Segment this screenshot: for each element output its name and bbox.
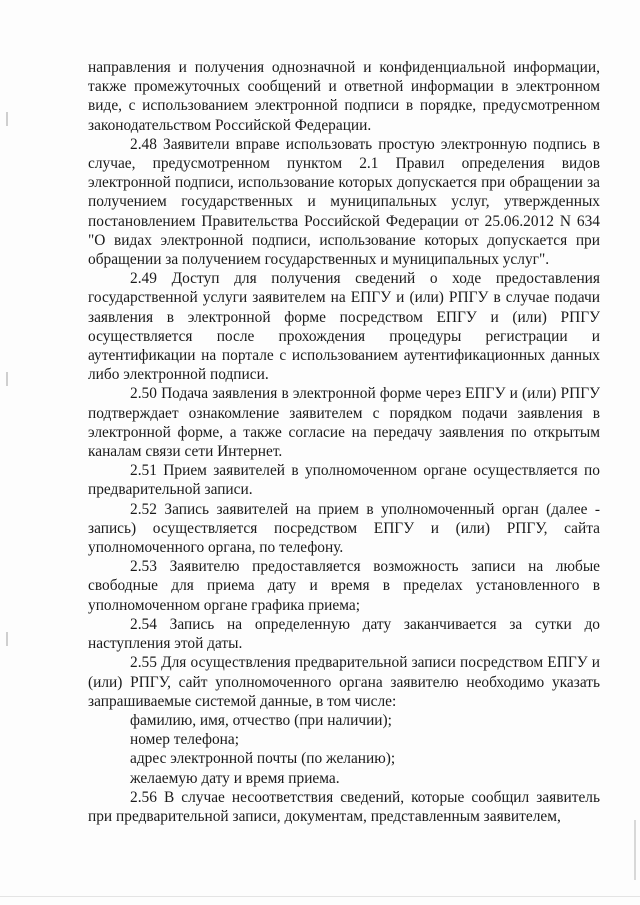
list-item: фамилию, имя, отчество (при наличии); bbox=[130, 711, 392, 729]
paragraph-2-50: 2.50 Подача заявления в электронной форме через ЕПГУ и (или) РПГУ подтверждает ознакомление заявителем с порядком подачи заявления в электронной форме, а также согласие на передачу заявления по открытым каналам связи сети Интернет. bbox=[88, 385, 600, 461]
page-edge-divider bbox=[0, 896, 640, 897]
list-item: номер телефона; bbox=[130, 731, 240, 749]
paragraph-2-54: 2.54 Запись на определенную дату заканчивается за сутки до наступления этой даты. bbox=[88, 615, 600, 653]
paragraph-2-56: 2.56 В случае несоответствия сведений, которые сообщил заявитель при предварительной записи, документам, представленным заявителем, bbox=[88, 788, 600, 825]
document-body bbox=[88, 58, 600, 826]
list-item: адрес электронной почты (по желанию); bbox=[130, 750, 396, 768]
paragraph-2-48: 2.48 Заявители вправе использовать простую электронную подпись в случае, предусмотренном пунктом 2.1 Правил определения видов электронной подписи, использование которых допускается при обращении за получением государственных и муниципальных услуг, утвержденных постановлением Правительства Российской Федерации от 25.06.2012 N 634 "О видах электронной подписи, использование которых допускается при обращении за получением государственных и муниципальных услуг". bbox=[88, 135, 600, 269]
paragraph-2-49: 2.49 Доступ для получения сведений о ходе предоставления государственной услуги заявителем на ЕПГУ и (или) РПГУ в случае подачи заявления в электронной форме посредством ЕПГУ и (или) РПГУ осуществляется после прохождения процедуры регистрации и аутентификации на портале с использованием аутентификационных данных либо электронной подписи. bbox=[88, 270, 600, 384]
paragraph-2-55: 2.55 Для осуществления предварительной записи посредством ЕПГУ и (или) РПГУ, сайт уполномоченного органа заявителю необходимо указать запрашиваемые системой данные, в том числе: bbox=[88, 654, 600, 710]
list-item: желаемую дату и время приема. bbox=[130, 769, 340, 787]
paragraph: направления и получения однозначной и конфиденциальной информации, также промежуточных сообщений и ответной информации в электронном виде, с использованием электронной подписи в порядке, предусмотренном законодательством Российской Федерации. bbox=[88, 59, 600, 134]
paragraph-2-52: 2.52 Запись заявителей на прием в уполномоченный орган (далее - запись) осуществляется посредством ЕПГУ и (или) РПГУ, сайта уполномоченного органа, по телефону. bbox=[88, 500, 600, 557]
binding-mark bbox=[6, 372, 8, 386]
binding-mark bbox=[6, 112, 8, 126]
paragraph-2-51: 2.51 Прием заявителей в уполномоченном органе осуществляется по предварительной записи. bbox=[88, 462, 600, 499]
binding-mark bbox=[6, 632, 8, 646]
paragraph-2-53: 2.53 Заявителю предоставляется возможность записи на любые свободные для приема дату и время в пределах установленного в уполномоченном органе графика приема; bbox=[88, 558, 600, 614]
scan-edge-mark bbox=[634, 820, 636, 880]
